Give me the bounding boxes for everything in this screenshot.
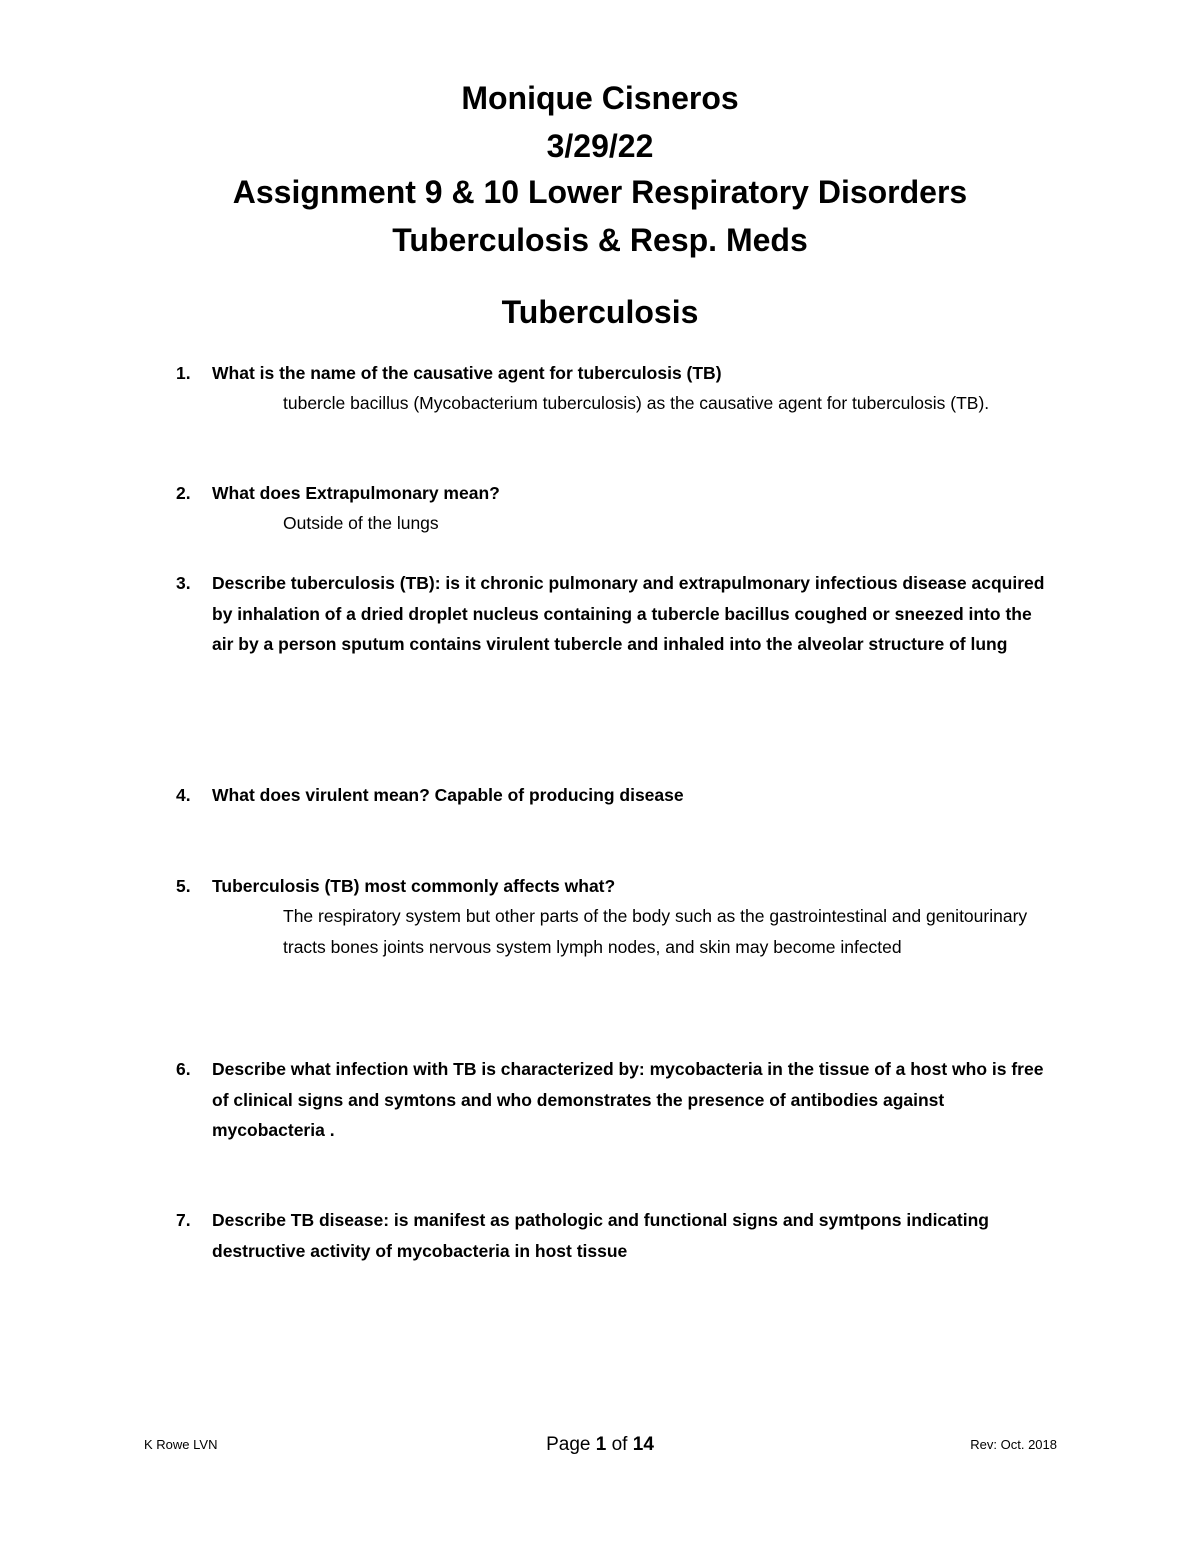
question-number: 7. [176,1210,191,1230]
page-of: of [611,1434,628,1455]
question-number: 1. [176,363,191,383]
question-text: Tuberculosis (TB) most commonly affects what? [212,876,616,896]
question-text: What does virulent mean? Capable of producing disease [212,785,684,805]
assignment-date: 3/29/22 [546,128,654,164]
page-current: 1 [595,1434,607,1455]
page-total: 14 [632,1434,654,1455]
question-text: Describe tuberculosis (TB): is it chronic pulmonary and extrapulmonary infectious disease acquired by inhalation of a dried droplet nucleus containing a tubercle bacillus coughed or sneezed into the air by a person sputum contains virulent tubercle and inhaled into the alveolar structure of lung [212,573,1045,654]
assignment-subtitle: Tuberculosis & Resp. Meds [392,222,808,258]
question-answer: The respiratory system but other parts of the body such as the gastrointestinal and genitourinary tracts bones joints nervous system lymph nodes, and skin may become infected [283,906,1028,957]
question-number: 4. [176,785,191,805]
question-answer: Outside of the lungs [283,513,439,533]
question-text: Describe what infection with TB is characterized by: mycobacteria in the tissue of a host who is free of clinical signs and symtons and who demonstrates the presence of antibodies against mycobacteria . [212,1059,1044,1140]
question-number: 3. [176,573,191,593]
student-name: Monique Cisneros [461,80,739,116]
question-text: What is the name of the causative agent for tuberculosis (TB) [212,363,722,383]
page-word: Page [546,1434,591,1455]
assignment-title: Assignment 9 & 10 Lower Respiratory Disorders [232,174,968,210]
section-heading: Tuberculosis [501,294,699,330]
question-answer: tubercle bacillus (Mycobacterium tuberculosis) as the causative agent for tuberculosis (TB). [283,393,990,413]
question-number: 6. [176,1059,191,1079]
footer-revision: Rev: Oct. 2018 [970,1437,1057,1452]
question-text: Describe TB disease: is manifest as pathologic and functional signs and symtpons indicating destructive activity of mycobacteria in host tissue [212,1210,989,1261]
question-text: What does Extrapulmonary mean? [212,483,500,503]
footer-author: K Rowe LVN [144,1437,218,1452]
question-number: 2. [176,483,191,503]
question-number: 5. [176,876,191,896]
